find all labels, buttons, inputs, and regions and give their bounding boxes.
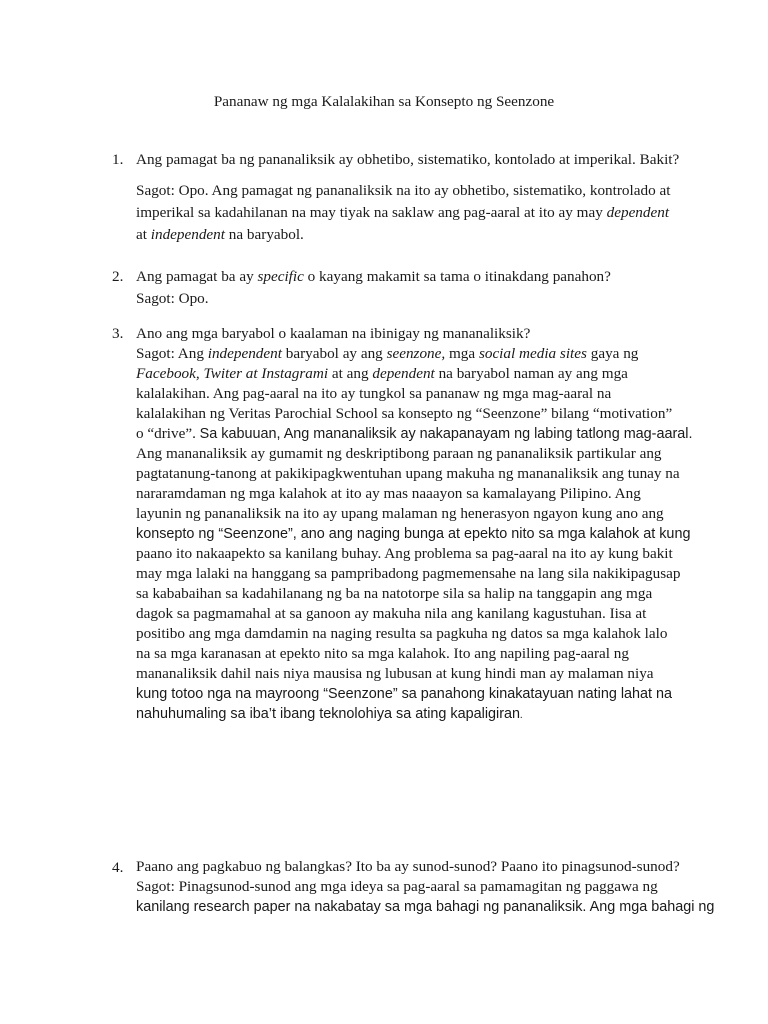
question-1 <box>112 149 692 246</box>
answer-line: kalalakihan. Ang pag-aaral na ito ay tungkol sa pananaw ng mga mag-aaral na <box>136 385 612 402</box>
answer-line: Facebook, Twiter at Instagrami at ang dependent na baryabol naman ay ang mga <box>136 365 628 382</box>
answer-line: may mga lalaki na hanggang sa pampribadong pagmemensahe na lang sila nakikipagusap <box>136 565 681 582</box>
emphasis-term: independent <box>150 226 225 243</box>
answer-line: pagtatanung-tanong at pakikipagkwentuhan upang makuha ng mananaliksik ang tunay na <box>136 465 680 482</box>
emphasis-term: dependent <box>606 204 670 221</box>
question-number: 2. <box>112 268 124 285</box>
answer-line: kanilang research paper na nakabatay sa mga bahagi ng pananaliksik. Ang mga bahagi ng <box>136 899 715 915</box>
question-3 <box>112 323 692 724</box>
answer-line: Sagot: Ang independent baryabol ay ang seenzone, mga social media sites gaya ng <box>136 345 639 362</box>
question-number: 3. <box>112 325 124 342</box>
answer-line: mananaliksik dahil nais niya mausisa ng lubusan at kung hindi man ay malaman niya <box>136 665 654 682</box>
question-text: Paano ang pagkabuo ng balangkas? Ito ba ay sunod-sunod? Paano ito pinagsunod-sunod? <box>136 858 680 875</box>
answer-line: Ang mananaliksik ay gumamit ng deskriptibong paraan ng pananaliksik partikular ang <box>136 445 662 462</box>
emphasis-term: specific <box>257 268 304 285</box>
question-number: 1. <box>112 151 124 168</box>
question-text: Ang pamagat ba ng pananaliksik ay obhetibo, sistematiko, kontolado at imperikal. Bakit? <box>136 151 680 168</box>
answer-line: nahuhumaling sa iba’t ibang teknolohiya sa ating kapaligiran. <box>136 706 523 722</box>
answer-line: paano ito nakaapekto sa kanilang buhay. Ang problema sa pag-aaral na ito ay kung bakit <box>136 545 673 562</box>
answer-line: at independent na baryabol. <box>136 226 304 243</box>
answer-line: positibo ang mga damdamin na naging resulta sa pagkuha ng datos sa mga kalahok lalo <box>136 625 668 642</box>
question-text: Ano ang mga baryabol o kaalaman na ibinigay ng mananaliksik? <box>136 325 531 342</box>
answer-line: nararamdaman ng mga kalahok at ito ay mas naaayon sa kamalayang Pilipino. Ang <box>136 485 641 502</box>
answer-line: na sa mga karanasan at epekto nito sa mga kalahok. Ito ang napiling pag-aaral ng <box>136 645 629 662</box>
answer-line: Sagot: Opo. <box>136 290 209 307</box>
answer-line: dagok sa pagmamahal at sa ganoon ay makuha nila ang kanilang kagustuhan. Iisa at <box>136 605 647 622</box>
question-2 <box>112 266 692 310</box>
document-title: Pananaw ng mga Kalalakihan sa Konsepto ng Seenzone <box>213 93 555 110</box>
answer-line: Sagot: Opo. Ang pamagat ng pananaliksik na ito ay obhetibo, sistematiko, kontrolado at <box>136 182 671 199</box>
question-text: Ang pamagat ba ay specific o kayang makamit sa tama o itinakdang panahon? <box>136 268 611 285</box>
answer-line: kung totoo nga na mayroong “Seenzone” sa panahong kinakatayuan nating lahat na <box>136 686 673 702</box>
answer-line: Sagot: Pinagsunod-sunod ang mga ideya sa pag-aaral sa pamamagitan ng paggawa ng <box>136 878 658 895</box>
answer-line: konsepto ng “Seenzone”, ano ang naging bunga at epekto nito sa mga kalahok at kung <box>136 526 691 542</box>
answer-line: kalalakihan ng Veritas Parochial School sa konsepto ng “Seenzone” bilang “motivation” <box>136 405 673 422</box>
answer-line: layunin ng pananaliksik na ito ay upang malaman ng henerasyon ngayon kung ano ang <box>136 505 664 522</box>
question-number: 4. <box>112 859 124 876</box>
answer-line: o “drive”. Sa kabuuan, Ang mananaliksik ay nakapanayam ng labing tatlong mag-aaral. <box>136 425 693 442</box>
answer-line: sa kababaihan sa kadahilanang ng ba na natotorpe sila sa halip na tanggapin ang mga <box>136 585 653 602</box>
question-4 <box>112 857 715 917</box>
answer-line: imperikal sa kadahilanan na may tiyak na saklaw ang pag-aaral at ito ay may dependent <box>136 204 670 221</box>
